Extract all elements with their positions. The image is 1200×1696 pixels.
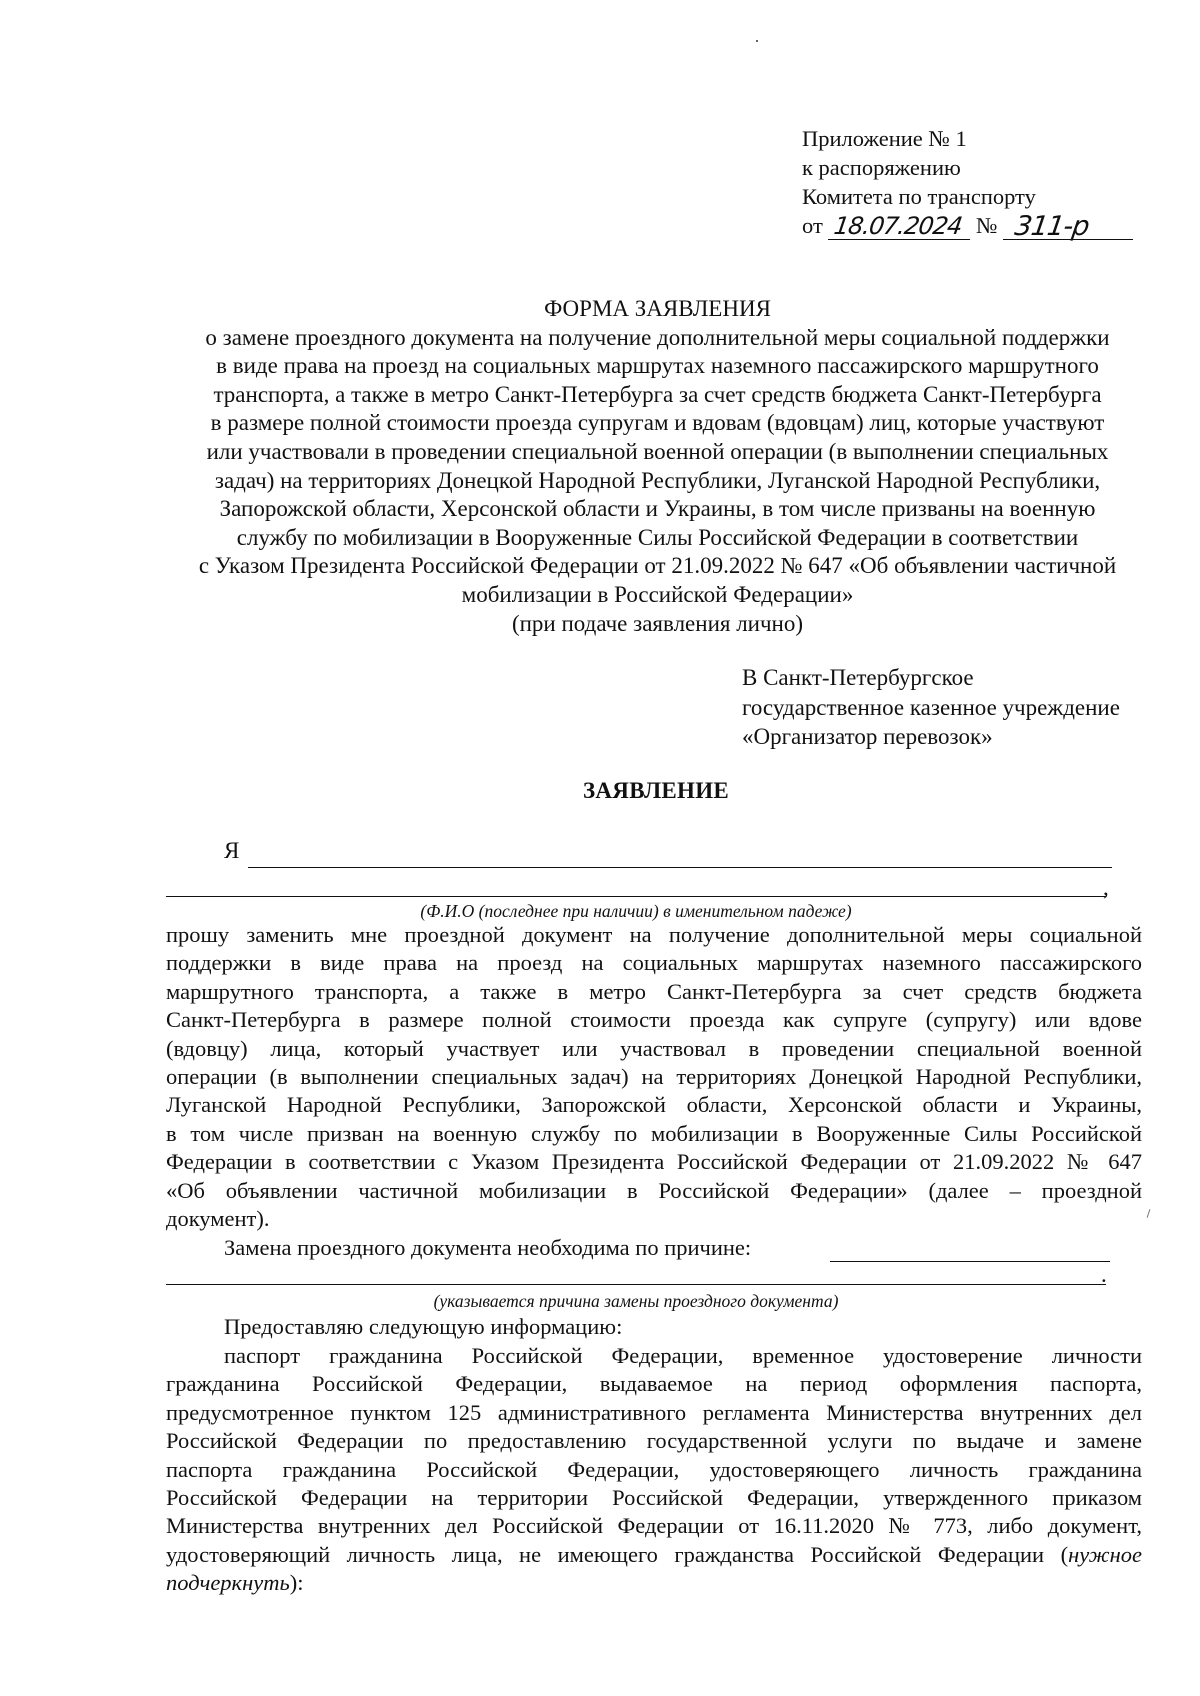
- passport-line: Министерства внутренних дел Российской Федерации от 16.11.2020 № 773, либо документ,: [166, 1513, 1142, 1539]
- handwritten-number: 311-р: [1012, 211, 1091, 242]
- passport-line: предусмотренное пунктом 125 административного регламента Министерства внутренних дел: [166, 1399, 1142, 1425]
- appendix-line-1: Приложение № 1: [802, 126, 967, 151]
- reason-line[interactable]: [830, 1261, 1110, 1262]
- reason-line-2[interactable]: [166, 1284, 1106, 1285]
- passport-italic-last: подчеркнуть: [166, 1570, 290, 1596]
- form-title-line: задач) на территориях Донецкой Народной Республики, Луганской Народной Республики,: [214, 467, 1101, 493]
- form-title-line: Запорожской области, Херсонской области и Украины, в том числе призваны на военную: [219, 496, 1096, 522]
- reason-label: Замена проездного документа необходима по причине:: [224, 1235, 752, 1260]
- applicant-name-row: [224, 838, 1112, 868]
- from-prefix: от: [802, 213, 823, 238]
- number-prefix: №: [976, 213, 998, 238]
- scan-mark: [1147, 1209, 1151, 1218]
- form-heading: ФОРМА ЗАЯВЛЕНИЯ: [544, 296, 771, 321]
- request-line: операции (в выполнении специальных задач) на территориях Донецкой Народной Республики,: [166, 1064, 1142, 1090]
- request-line: документ).: [166, 1206, 270, 1232]
- applicant-line-comma: ,: [1103, 875, 1109, 900]
- addressee-line-1: В Санкт-Петербургское: [742, 665, 974, 690]
- form-title-line: с Указом Президента Российской Федерации от 21.09.2022 № 647 «Об объявлении частичной: [198, 553, 1117, 579]
- form-title-line: транспорта, а также в метро Санкт-Петербурга за счет средств бюджета Санкт-Петербурга: [213, 381, 1102, 407]
- reason-line-period: .: [1101, 1262, 1107, 1287]
- form-title-line: или участвовали в проведении специальной военной операции (в выполнении специальных: [206, 438, 1109, 464]
- passport-last-line: [166, 1569, 1142, 1597]
- applicant-caption: (Ф.И.О (последнее при наличии) в именительном падеже): [420, 901, 852, 921]
- passport-line-text: удостоверяющий личность лица, не имеющего гражданства Российской Федерации (: [166, 1541, 1069, 1567]
- scan-speck: [756, 40, 758, 42]
- addressee-line-3: «Организатор перевозок»: [742, 724, 993, 749]
- request-line: Луганской Народной Республики, Запорожской области, Херсонской области и Украины,: [166, 1092, 1142, 1118]
- request-line: маршрутного транспорта, а также в метро Санкт-Петербурга за счет средств бюджета: [166, 978, 1142, 1004]
- appendix-block: [802, 124, 1132, 240]
- form-title-line: в размере полной стоимости проезда супругам и вдовам (вдовцам) лиц, которые участвуют: [210, 410, 1105, 436]
- applicant-name-line[interactable]: [248, 867, 1112, 868]
- passport-line: гражданина Российской Федерации, выдаваемое на период оформления паспорта,: [166, 1371, 1142, 1397]
- passport-line: паспорт гражданина Российской Федерации, временное удостоверение личности: [224, 1343, 1142, 1368]
- request-line: Санкт-Петербурга в размере полной стоимости проезда как супруге (супругу) или вдове: [166, 1007, 1142, 1033]
- addressee-line-2: государственное казенное учреждение: [742, 694, 1120, 720]
- appendix-date-number-line: [802, 211, 1132, 240]
- request-line: (вдовцу) лица, который участвует или участвовал в проведении специальной военной: [166, 1035, 1142, 1061]
- applicant-name-line-2[interactable]: [166, 896, 1106, 897]
- passport-italic-note: нужное: [1068, 1541, 1142, 1567]
- request-line: поддержки в виде права на проезд на социальных маршрутах наземного пассажирского: [166, 950, 1142, 976]
- form-title-block: [120, 295, 1195, 638]
- addressee-block: [742, 663, 1162, 752]
- form-title-line: мобилизации в Российской Федерации»: [461, 581, 854, 607]
- passport-paragraph: [166, 1342, 1142, 1598]
- reason-row: [224, 1235, 1110, 1265]
- reason-caption: (указывается причина замены проездного документа): [433, 1291, 839, 1311]
- request-line: «Об объявлении частичной мобилизации в Российской Федерации» (далее – проездной: [166, 1177, 1142, 1203]
- appendix-line-2: к распоряжению: [802, 155, 961, 180]
- request-line: Федерации в соответствии с Указом Президента Российской Федерации от 21.09.2022 № 647: [166, 1149, 1142, 1175]
- form-title-line: в виде права на проезд на социальных маршрутах наземного пассажирского маршрутного: [216, 353, 1099, 379]
- passport-line-with-italic: [166, 1541, 1142, 1569]
- request-line: в том числе призван на военную службу по мобилизации в Вооруженные Силы Российской: [166, 1120, 1142, 1146]
- applicant-prefix: Я: [224, 838, 240, 863]
- passport-line: Российской Федерации на территории Российской Федерации, утвержденного приказом: [166, 1485, 1142, 1511]
- submission-note: (при подаче заявления лично): [511, 610, 804, 636]
- date-fill-line: [828, 212, 970, 240]
- passport-line: Российской Федерации по предоставлению государственной услуги по выдаче и замене: [166, 1428, 1142, 1454]
- form-title-line: службу по мобилизации в Вооруженные Силы Российской Федерации в соответствии: [236, 524, 1079, 550]
- number-fill-line: [1003, 211, 1133, 242]
- passport-close: ):: [289, 1570, 304, 1596]
- info-intro-paragraph: [166, 1313, 1142, 1341]
- appendix-line-3: Комитета по транспорту: [802, 184, 1036, 209]
- request-line: прошу заменить мне проездной документ на получение дополнительной меры социальной: [166, 922, 1142, 947]
- request-paragraph: [166, 921, 1142, 1233]
- handwritten-date: 18.07.2024: [832, 212, 964, 240]
- passport-line: паспорта гражданина Российской Федерации, удостоверяющего личность гражданина: [166, 1456, 1142, 1482]
- statement-title: ЗАЯВЛЕНИЕ: [582, 778, 730, 803]
- form-title-line: о замене проездного документа на получение дополнительной меры социальной поддержки: [205, 324, 1110, 350]
- info-intro: Предоставляю следующую информацию:: [224, 1314, 623, 1339]
